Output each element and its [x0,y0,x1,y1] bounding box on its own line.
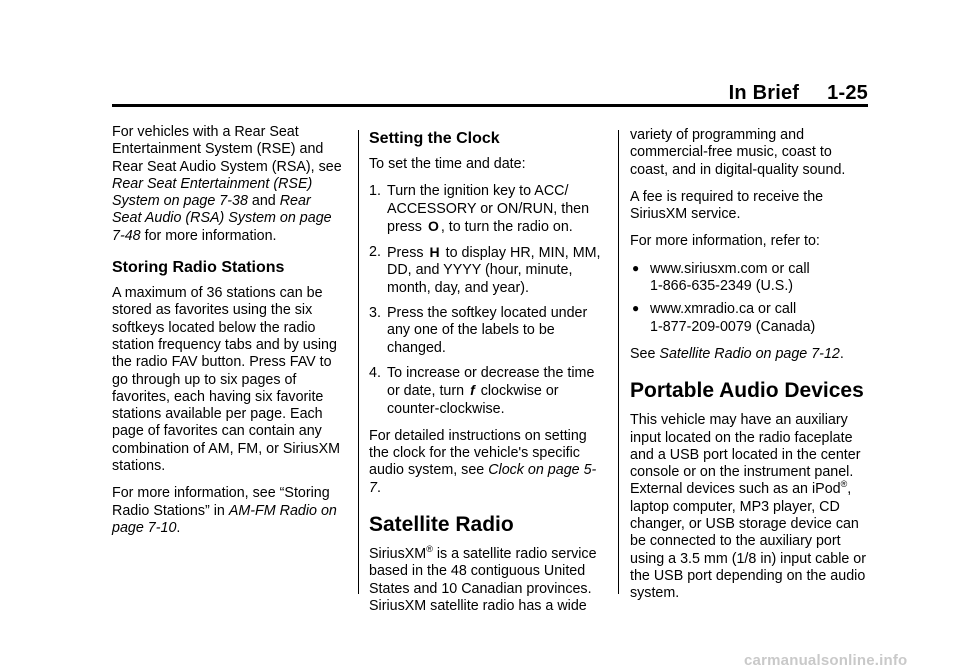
bullet-icon: ● [632,301,640,316]
clock-detail-paragraph: For detailed instructions on setting the clock for the vehicle's specific audio system, see Clock on page 5-7. [369,427,597,496]
satellite-radio-heading: Satellite Radio [369,513,514,537]
clock-link[interactable]: Clock on page 5-7 [369,462,597,496]
storing-stations-paragraph: A maximum of 36 stations can be stored as favorites using the six softkeys located below the radio station frequency tabs and by using the radio FAV button. Press FAV to go through up to six pages of favorites, each having six favorite stations available per page. Each page of favorites can contain any combination of AM, FM, or SiriusXM stations. [112,285,341,475]
setting-clock-heading: Setting the Clock [369,130,500,147]
xmradio-link[interactable]: www.xmradio.ca or call [650,301,797,318]
clock-step: 4. To increase or decrease the time or date, turn f clockwise or counter-clockwise. [369,364,595,417]
satellite-radio-paragraph: SiriusXM® is a satellite radio service based in the 48 contiguous United States and 10 Canadian provinces. SiriusXM satellite radio has a wide [369,544,597,614]
clock-steps [369,183,607,418]
see-satellite-paragraph: See Satellite Radio on page 7-12. [630,345,844,362]
watermark-text: carmanualsonline.info [744,652,908,669]
rsa-link[interactable]: Rear Seat Audio (RSA) System on page 7-48 [112,193,332,244]
tune-knob-icon: f [470,382,475,399]
clock-step: 1. Turn the ignition key to ACC/ ACCESSORY or ON/RUN, then press O , to turn the radio on. [369,183,590,235]
clock-step: 2. Press H to display HR, MIN, MM, DD, and YYYY (hour, minute, month, day, and year). [369,244,601,296]
column-divider-2 [618,130,619,594]
clock-step: 3. Press the softkey located under any one of the labels to be changed. [369,305,588,356]
storing-more-info: For more information, see “Storing Radio Stations” in AM-FM Radio on page 7-10. [112,485,337,536]
header-title [729,82,868,105]
rse-intro-paragraph: For vehicles with a Rear Seat Entertainment System (RSE) and Rear Seat Audio System (RSA), see Rear Seat Entertainment (RSE) System on page 7-38 and Rear Seat Audio (RSA) System on page 7-48 for more information. [112,124,342,244]
clock-lead: To set the time and date: [369,156,526,172]
siriusxm-link[interactable]: www.siriusxm.com or call [650,260,810,277]
column-2 [369,124,607,625]
portable-audio-heading: Portable Audio Devices [630,379,864,403]
bullet-icon: ● [632,260,640,275]
rse-link[interactable]: Rear Seat Entertainment (RSE) System on page 7-38 [112,175,313,210]
column-1 [112,124,344,547]
page-number: 1-25 [827,82,868,104]
section-title: In Brief [728,82,800,104]
fee-paragraph: A fee is required to receive the SiriusXM service. [630,188,824,223]
portable-audio-paragraph: This vehicle may have an auxiliary input located on the radio faceplate and a USB port located in the center console or on the instrument panel. External devices such as an iPod®, laptop computer, MP3 player, CD changer, or USB storage device can be connected to the auxiliary port using a 3.5 mm (1/8 in) input cable or the USB port depending on the audio system. [630,412,867,602]
power-icon: O [427,217,439,234]
list-item: ● www.xmradio.ca or call 1-877-209-0079 (Canada) [632,301,816,335]
list-item: ● www.siriusxm.com or call 1-866-635-2349 (U.S.) [632,260,810,295]
contact-list [630,261,870,336]
column-3 [630,127,870,613]
refer-paragraph: For more information, refer to: [630,233,820,250]
am-fm-radio-link[interactable]: AM-FM Radio on page 7-10 [112,502,337,536]
satellite-cont-paragraph: variety of programming and commercial-free music, coast to coast, and in digital-quality sound. [630,127,846,178]
satellite-radio-link[interactable]: Satellite Radio on page 7-12 [659,345,840,362]
storing-stations-heading: Storing Radio Stations [112,259,285,277]
clock-icon: H [429,244,440,261]
header-rule [112,104,868,107]
column-divider-1 [358,130,359,594]
